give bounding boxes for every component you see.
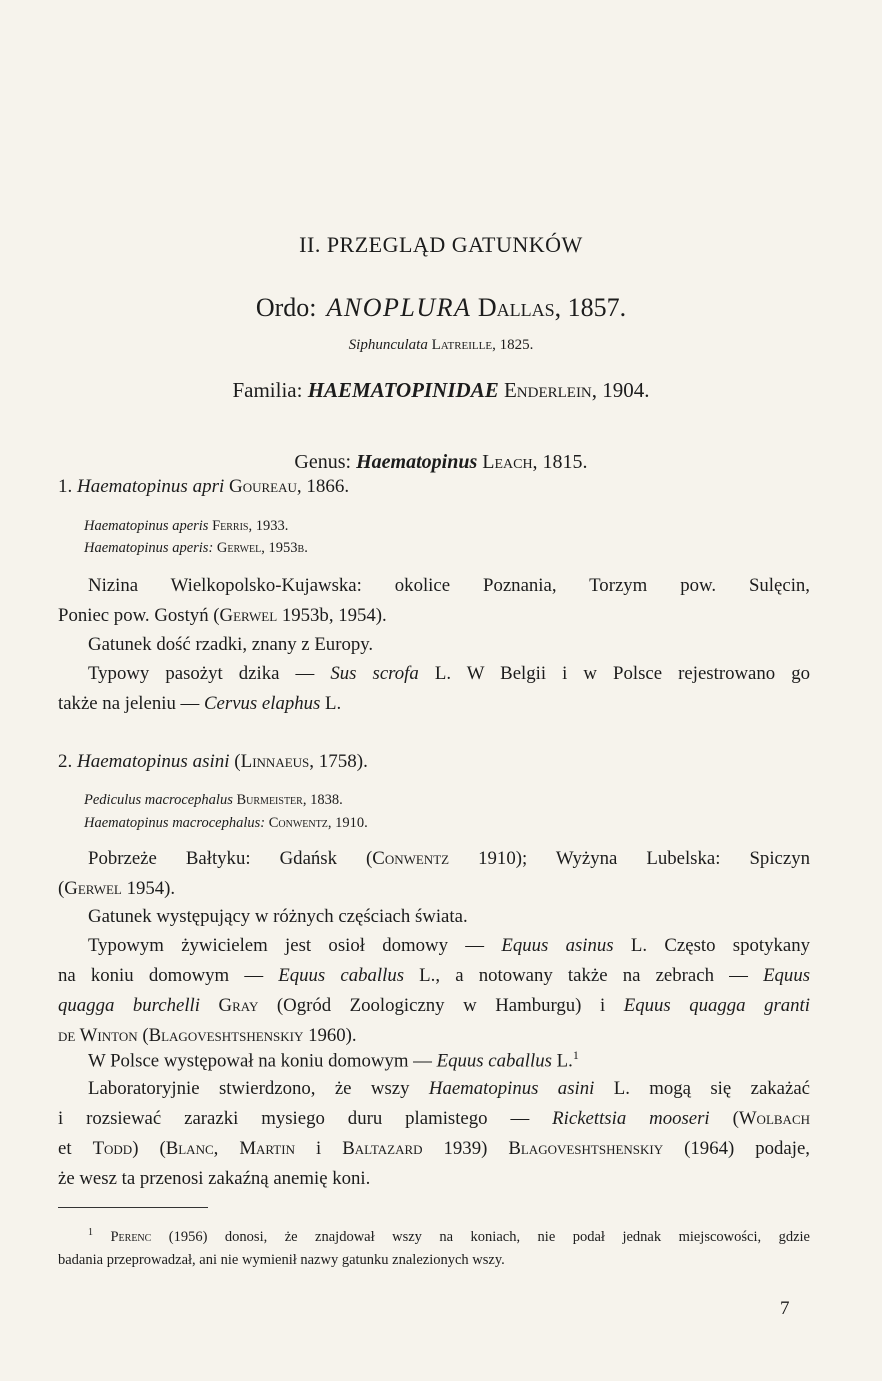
familia-label: Familia:: [232, 378, 303, 402]
ordo-name: ANOPLURA: [326, 293, 472, 322]
ordo-author: Dallas, 1857.: [477, 293, 627, 322]
synonym-name: Haematopinus aperis: [84, 518, 209, 534]
synonym-name: Pediculus macrocephalus: [84, 792, 233, 808]
species-1-synonym-2: [84, 540, 836, 557]
text-line: także na jeleniu — Cervus elaphus L.: [58, 693, 342, 714]
footnote-reference: 1: [572, 1048, 579, 1062]
species-2-synonym-1: [84, 792, 836, 809]
text-line: że wesz ta przenosi zakaźną anemię koni.: [58, 1168, 371, 1189]
text-line: Nizina Wielkopolsko-Kujawska: okolice Poznania, Torzym pow. Sulęcin,: [88, 575, 810, 596]
species-2-paragraph-5: [58, 1078, 810, 1190]
species-2-paragraph-3: [58, 935, 810, 1047]
genus-name: Haematopinus: [356, 451, 478, 473]
ordo-synonym: [0, 337, 882, 354]
species-1-paragraph-3: [58, 663, 810, 715]
species-2-heading: [58, 751, 810, 773]
genus-label: Genus:: [294, 451, 352, 473]
text-line: Pobrzeże Bałtyku: Gdańsk (Conwentz 1910); Wyżyna Lubelska: Spiczyn: [88, 848, 810, 869]
text-line: (Gerwel 1954).: [58, 878, 176, 899]
species-1-heading: [58, 476, 810, 498]
ordo-synonym-name: Siphunculata: [348, 337, 428, 353]
species-1-synonym-1: [84, 518, 836, 535]
text-line: Poniec pow. Gostyń (Gerwel 1953b, 1954).: [58, 605, 387, 626]
text-line: et Todd) (Blanc, Martin i Baltazard 1939) Blagoveshtshenskiy (1964) podaje,: [58, 1138, 810, 1159]
footnote-divider: [58, 1207, 208, 1208]
text-line: Typowym żywicielem jest osioł domowy — Equus asinus L. Często spotykany: [88, 935, 811, 956]
species-1-number: 1.: [58, 476, 73, 497]
species-2-number: 2.: [58, 751, 73, 772]
synonym-author: Conwentz, 1910.: [268, 815, 368, 831]
ordo-heading: [0, 293, 882, 323]
footnote-line: badania przeprowadzał, ani nie wymienił nazwy gatunku znalezionych wszy.: [58, 1251, 505, 1268]
synonym-name: Haematopinus aperis:: [84, 540, 214, 556]
text-line: Laboratoryjnie stwierdzono, że wszy Haematopinus asini L. mogą się zakażać: [88, 1078, 811, 1099]
synonym-author: Ferris, 1933.: [212, 518, 289, 534]
familia-name: HAEMATOPINIDAE: [307, 378, 499, 402]
page-number: 7: [780, 1298, 790, 1319]
species-2-paragraph-2: Gatunek występujący w różnych częściach świata.: [88, 906, 468, 927]
species-2-name: Haematopinus asini: [77, 751, 230, 772]
familia-author: Enderlein, 1904.: [503, 378, 650, 402]
synonym-author: Gerwel, 1953b.: [216, 540, 308, 556]
species-1-author: Goureau, 1866.: [229, 476, 350, 497]
species-1-paragraph-2: Gatunek dość rzadki, znany z Europy.: [88, 634, 374, 655]
genus-heading: [0, 451, 882, 474]
familia-heading: [0, 378, 882, 403]
synonym-name: Haematopinus macrocephalus:: [84, 815, 266, 831]
species-1-paragraph-1: [58, 575, 810, 627]
text-line: Typowy pasożyt dzika — Sus scrofa L. W Belgii i w Polsce rejestrowano go: [88, 663, 810, 684]
footnote: [58, 1227, 810, 1269]
ordo-synonym-author: Latreille, 1825.: [431, 337, 534, 353]
text-line: i rozsiewać zarazki mysiego duru plamistego — Rickettsia mooseri (Wolbach: [58, 1108, 811, 1129]
ordo-label: Ordo:: [255, 293, 317, 322]
text-line: quagga burchelli Gray (Ogród Zoologiczny w Hamburgu) i Equus quagga granti: [58, 995, 810, 1016]
species-2-paragraph-1: [58, 848, 810, 900]
text-line: de Winton (Blagoveshtshenskiy 1960).: [58, 1025, 357, 1046]
synonym-author: Burmeister, 1838.: [236, 792, 343, 808]
footnote-line: $^1$ Perenc (1956) donosi, że znajdował wszy na koniach, nie podał jednak miejscowości, gdzie: [88, 1227, 810, 1245]
species-2-author: (Linnaeus, 1758).: [234, 751, 368, 772]
genus-author: Leach, 1815.: [482, 451, 588, 473]
text-line: na koniu domowym — Equus caballus L., a notowany także na zebrach — Equus: [58, 965, 811, 986]
species-1-name: Haematopinus apri: [77, 476, 225, 497]
species-2-synonym-2: [84, 815, 836, 832]
section-title: II. PRZEGLĄD GATUNKÓW: [299, 232, 583, 257]
species-2-paragraph-4: W Polsce występował na koniu domowym — Equus caballus L.$^1$: [88, 1048, 579, 1072]
